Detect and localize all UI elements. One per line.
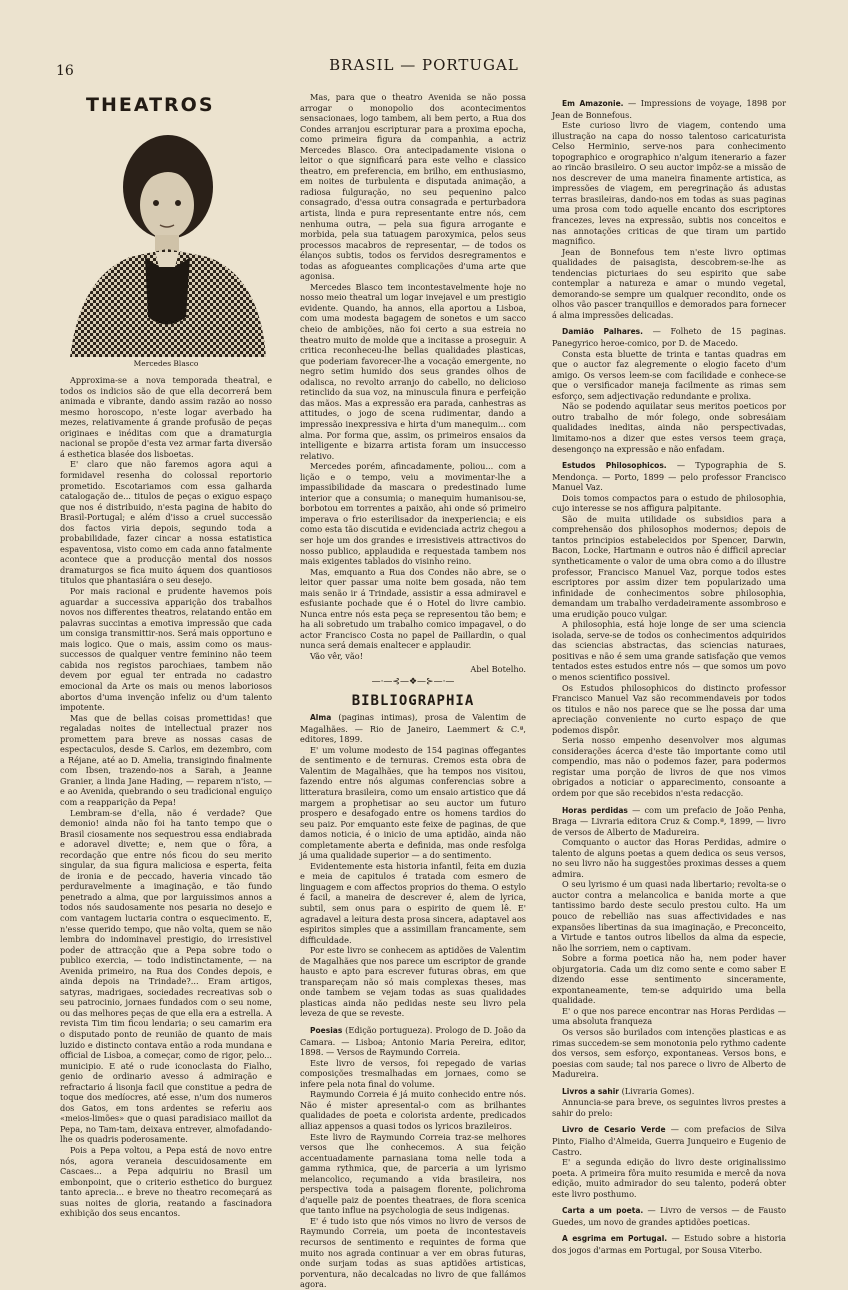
book-title: A esgrima em Portugal. (562, 1234, 668, 1244)
section-ornament: —·—⊰—❖—⊱—·— (371, 677, 455, 688)
author-signature: Abel Botelho. (470, 663, 526, 674)
book-entry (300, 712, 526, 1019)
theatros-paragraph: Lembram-se d'ella, não é verdade? Que demonio! ainda não foi ha tanto tempo que o Brasil ciosamente nos sequestrou essa endiabrada e adoravel divette; e, nem que o fôra, a recordação que entre nós ficou do seu merito singular, da sua figura maliciosa e esperta, feita de ironia e de peccado, haveria vincado tão perduravelmente a imaginação, e tão fundo penetrado a alma, que por larguissimos annos a todos nós saudosamente nos pesaria no desejo e com vantagem luctaria contra o esquecimento. E, n'esse querido tempo, que não volta, quem se não lembra do indominavel prestigio, do irresistivel poder de attracção que a Pepa sobre todo o publico exercia, — todo indistinctamente, — na Avenida primeiro, na Rua dos Condes depois, e ainda depois na Trindade?... Eram artigos, satyras, madrigaes, sociedades recreativas sob o seu patrocinio, jornaes fundados com o seu nome, ou das melhores peças de que ella era a estrella. A revista Tim tim ficou lendaria; o seu camarim era o disputado ponto de reunião de quanto de mais luzido e distincto contava então a roda mundana e official de Lisboa, a começar, como de rigor, pelo... municipio. E até o rude iconoclasta do Fialho, genio de ordinario avesso á admiração e refractario á lisonja facil que constitue a pedra de toque dos medíocres, até esse, n'um dos numeros dos Gatos, em tons ardentes se referiu aos «meios-limões» que o quasi paradisiaco maillot da Pepa, no Tam-tam, deixava entrever, almofadando-lhe os quadris poderosamente. (60, 807, 272, 1145)
portrait-caption: Mercedes Blasco (133, 358, 199, 368)
book-details: (paginas intimas), prosa de Valentim de Magalhães. — Rio de Janeiro, Laemmert & C.ª, editores, 1899. (300, 712, 526, 745)
review-paragraph: Os Estudos philosophicos do distincto professor Francisco Manuel Vaz são recommendaveis por todos os titulos e não nos parece que se lhe possa dar uma apreciação conveniente no curto espaço de que podemos dispôr. (552, 682, 786, 735)
book-title: Estudos Philosophicos. (562, 461, 667, 471)
theatros-paragraph: Mercedes porém, afincadamente, poliou... com a lição e o tempo, veiu a movimentar-lhe a impassibilidade da mascara o predestinado lume interior que a consumia; o manequim humanisou-se, borbotou em torrentes a paixão, ahi onde só primeiro imperava o frio esterilisador da inexperiencia; e eis como esta tão discutida e evidenciada actriz chegou a ser hoje um dos grandes e irresistiveis attractivos do nosso publico, applaudida e requestada tambem nos mais exigentes tablados do visinho reino. (300, 461, 526, 567)
review-paragraph: Este livro de Raymundo Correia traz-se melhores versos que lhe conhecemos. A sua feição accentuadamente parnasiana toma nelle toda a gamma rythmica, que, de parceria a um lyrismo melancolico, reçumando a vida brasileira, nos perspectiva toda a paisagem florente, polichroma d'aquelle paiz de poentes theatraes, de flora scenica que tanto influe na psychologia de seus indigenas. (300, 1131, 526, 1216)
review-paragraph: Este curioso livro de viagem, contendo uma illustração na capa do nosso talentoso caricaturista Celso Herminio, serve-nos para conhecimento topographico e orographico n'algum itenerario a fazer ao rincão brasileiro. O seu auctor impôz-se a missão de nos descrever de uma maneira finamente artistica, as impressões de viagem, em peregrinação ás adustas terras brasileiras, dando-nos em todas as suas paginas uma prosa com todo aquelle encanto dos escriptores francezes, leves na expressão, subtis nos conceitos e nas annotações criticas de que tiram um partido magnifico. (552, 120, 786, 247)
book-details: — Typographia de S. Mendonça. — Porto, 1899 — pelo professor Francisco Manuel Vaz. (552, 460, 786, 493)
review-paragraph: E' um volume modesto de 154 paginas offegantes de sentimento e de ternuras. Cremos esta obra de Valentim de Magalhães, que ha tempos nos visitou, fazendo entre nós algumas conferencias sobre a litteratura brasileira, como um ensaio artistico que dá margem a prophetisar ao seu auctor um futuro prospero e desafogado entre os homens tardios do seu paiz. Por emquanto este feixe de paginas, de que damos noticia, é o inicio de uma aptidão, ainda não completamente aberta e definida, mas onde resfolga já uma qualidade superior — a do sentimento. (300, 744, 526, 861)
page-number: 16 (56, 63, 74, 79)
theatros-paragraph: Pois a Pepa voltou, a Pepa está de novo entre nós, agora veraneia descuidosamente em Cascaes... a Pepa adquiriu no Brasil um embonpoint, que o criterio esthetico do burguez tanto aprecia... e breve no theatro recomeçará as suas noites de gloria, reatando a fascinadora exhibição dos seus encantos. (60, 1145, 272, 1219)
book-entry-heading (552, 460, 786, 493)
running-title: BRASIL — PORTUGAL (329, 56, 519, 74)
column-1 (60, 94, 272, 1219)
review-paragraph: E' é tudo isto que nós vimos no livro de versos de Raymundo Correia, um poeta de incontestaveis recursos de sentimento e requintes de forma que muito nos agrada continuar a ver em obras futuras, onde surjam todas as suas aptidões artisticas, porventura, não decalcadas no livro de que fallámos agora. (300, 1215, 526, 1290)
book-entry-heading (552, 805, 786, 838)
book-details: (Livraria Gomes). (618, 1085, 695, 1096)
book-entry-heading (300, 1025, 526, 1058)
book-entry (552, 98, 786, 320)
review-paragraph: A philosophia, está hoje longe de ser uma sciencia isolada, serve-se de todos os conhecimentos adquiridos das sciencias abstractas, das sciencias naturaes, positivas e não é sem uma grande satisfação que vemos tentados estes estudos entre nós — que somos um povo o menos scientifico possivel. (552, 619, 786, 682)
review-paragraph: Consta esta bluette de trinta e tantas quadras em que o auctor faz alegremente o elogio faceto d'um amigo. Os versos leem-se com facilidade e conhece-se que o versificador maneja facilmente as rimas sem esforço, sem adjectivação redundante e prolixa. (552, 348, 786, 401)
book-entry (552, 1086, 786, 1119)
review-paragraph: E' o que nos parece encontrar nas Horas Perdidas — uma absoluta franqueza (552, 1005, 786, 1027)
review-paragraph: Annuncia-se para breve, os seguintes livros prestes a sahir do prelo: (552, 1097, 786, 1118)
book-details: — Estudo sobre a historia dos jogos d'armas em Portugal, por Sousa Viterbo. (552, 1233, 786, 1255)
book-title: Alma (310, 713, 332, 723)
portrait-engraving (60, 117, 272, 357)
book-details: — Livro de versos — de Fausto Guedes, um novo de grandes aptidões poeticas. (552, 1205, 786, 1227)
book-title: Poesias (310, 1026, 343, 1036)
review-paragraph: Os versos são burilados com intenções plasticas e as rimas succedem-se sem monotonia pelo rythmo cadente dos versos, sem esforço, expontaneas. Versos bons, e poesias com saude; tal nos parece o livro de Alberto de Madureira. (552, 1027, 786, 1080)
review-paragraph: Raymundo Correia é já muito conhecido entre nós. Não é mister apresental-o com as brilhantes qualidades de poeta e colorista ardente, predicados alliaz appensos a quasi todos os lyricos brazileiros. (300, 1089, 526, 1131)
book-entry (552, 805, 786, 1080)
review-paragraph: O seu lyrismo é um quasi nada libertario; revolta-se o auctor contra a melancolica e banida morte a que tantissimo bardo deste seculo prestou culto. Ha um pouco de rebellião nas suas affectividades e nas expansões libertinas da sua imaginação, e Preconceito, a Virtude e tantos outros libellos da alma da especie, não lhe sorriem, nem o captivam. (552, 879, 786, 953)
book-title: Damião Palhares. (562, 327, 643, 337)
book-title: Em Amazonie. (562, 99, 624, 108)
column-2 (300, 92, 526, 1290)
book-details: — Folheto de 15 paginas. Panegyrico heroe-comico, por D. de Macedo. (552, 326, 786, 349)
book-entry-heading (300, 712, 526, 745)
review-paragraph: Por este livro se conhecem as aptidões de Valentim de Magalhães que nos parece um escriptor de grande hausto e apto para escrever futuras obras, em que transpareçam não só mais complexas theses, mas onde tambem se vejam todas as suas qualidades plasticas ainda não pedidas neste seu livro pela leveza de que se reveste. (300, 945, 526, 1019)
theatros-paragraph: Mas, para que o theatro Avenida se não possa arrogar o monopolio dos acontecimentos sensacionaes, logo tambem, ali bem perto, a Rua dos Condes arranjou escripturar para a proxima epocha, como primeira figura da companhia, a actriz Mercedes Blasco. Ora antecipadamente visiona o leitor o que significará para este velho e classico theatro, em preferencia, em brilho, em enthusiasmo, em noites de turbulenta e disputada animação, a radiosa fulguração, no seu pequenino palco consagrado, d'essa outra consagrada e perturbadora artista, linda e pura representante entre nós, cem nenhuma outra, — pela sua figura arrogante e morbida, pela sua tatuagem paroxymica, pelos seus processos macabros de representar, — de todos os élanços subtis, todos os fervidos desregramentos e todas as afogueantes complicações d'uma arte que agonisa. (300, 92, 526, 282)
book-entry (552, 326, 786, 454)
review-paragraph: E' a segunda edição do livro deste originalissimo poeta. A primeira fôra muito resumida e mercê da nova edição, muito admirador do seu talento, poderá obter este livro posthumo. (552, 1157, 786, 1199)
book-title: Livro de Cesario Verde (562, 1125, 666, 1135)
book-entry (552, 1124, 786, 1199)
bibliographia-entries-col3 (552, 98, 786, 1255)
theatros-paragraph: Mercedes Blasco tem incontestavelmente hoje no nosso meio theatral um logar invejavel e um prestigio evidente. Quando, ha annos, ella aportou a Lisboa, com uma modesta bagagem de sonetos e um sacco cheio de ambições, não foi certo a sua estreia no theatro muito de molde que a incitasse a proseguir. A critica reconheceu-lhe bellas qualidades plasticas, que poderiam favorecer-lhe a vocação emergente, no negro setim humido dos seus grandes olhos de odalisca, no revolto arranjo do cabello, no delicioso retinclido da sua voz, na minuscula finura e perfeição das mãos. Mas a expressão era parada, canhestras as attitudes, o jogo de scena rudimentar, dando a impressão inexpressiva e hirta d'um manequim... com alma. Por forma que, assim, os primeiros ensaios da intelligente e bizarra artista foram um insuccesso relativo. (300, 281, 526, 461)
book-entry-heading (552, 1205, 786, 1227)
review-paragraph: Sobre a forma poetica não ha, nem poder haver objurgatoria. Cada um diz como sente e como saber E dizendo esse sentimento sinceramente, expontaneamente, tem-se adquirido uma bella qualidade. (552, 953, 786, 1006)
book-entry (300, 1025, 526, 1290)
review-paragraph: Este livro de versos, foi repegado de varias composições tresmalhadas em jornaes, como se infere pela nota final do volume. (300, 1057, 526, 1089)
review-paragraph: Evidentemente esta historia infantil, feita em duzia e meia de capitulos é tratada com esmero de linguagem e com affectos proprios do thema. O estylo é facil, a maneira de descrever é, alem de lyrica, subtil, sem onus para o espirito de quem lê. E' agradavel a leitura desta prosa sincera, adaptavel aos espiritos simples que a assimillam francamente, sem difficuldade. (300, 860, 526, 945)
theatros-paragraph: Mas que de bellas coisas promettidas! que regaladas noites de intellectual prazer nos promettem para breve as nossas casas de espectaculos, desde S. Carlos, em dezembro, com a Réjane, até ao D. Amelia, transigindo finalmente com Ibsen, trazendo-nos a Sarah, a Jeanne Granier, a linda Jane Hading, — reparem n'isto, — e ao Avenida, quebrando o seu tradicional enguiço com a reapparição da Pepa! (60, 712, 272, 807)
theatros-paragraph: Approxima-se a nova temporada theatral, e todos os indicios são de que ella decorrerá bem animada e vibrante, dando assim razão ao nosso mesmo horoscopo, n'este logar averbado ha mezes, relativamente á grande profusão de peças originaes e inéditas com que a dramaturgia nacional se propõe d'esta vez armar farta diversão á esthetica blasée dos lisboetas. (60, 375, 272, 459)
bibliographia-entries-col2 (300, 712, 526, 1290)
book-entry-heading (552, 1086, 786, 1098)
book-title: Carta a um poeta. (562, 1206, 644, 1216)
book-entry-heading (552, 1124, 786, 1157)
review-paragraph: Dois tomos compactos para o estudo de philosophia, cujo interesse se nos affigura palpitante. (552, 492, 786, 514)
book-entry (552, 1233, 786, 1255)
book-title: Livros a sahir (562, 1086, 619, 1096)
book-entry-heading (552, 98, 786, 120)
theatros-title: THEATROS (86, 94, 215, 116)
review-paragraph: São de muita utilidade os subsidios para a comprehensão dos philosophos modernos; depois de tantos principios estabelecidos por Spencer, Darwin, Bacon, Locke, Hartmann e outros não é difficil apreciar syntheticamente o valor de uma obra como a do illustre professor, Francisco Manuel Vaz, porque todos estes escriptores por assim dizer tem popularizado uma infinidade de conhecimentos sobre philosophia, demandam um trabalho verdadeiramente assombroso e uma erudição pouco vulgar. (552, 513, 786, 619)
review-paragraph: Não se podendo aquilatar seus meritos poeticos por outro trabalho de mór folego, onde sobresáiam qualidades ineditas, ainda não perspectivadas, limitamo-nos a dizer que estes versos teem graça, desengonço na expressão e não enfadam. (552, 401, 786, 454)
column-3 (552, 92, 786, 1255)
theatros-paragraph: Por mais racional e prudente havemos pois aguardar a successiva apparição dos trabalhos novos nos differentes theatros, relatando então em palavras succintas a emotiva impressão que cada um consiga transmittir-nos. Será mais opportuno e mais logico. Que o mais, assim como os maus-successos de qualquer ventre feminino não teem cabida nos registos parochiaes, tambem não devem por egual ter entrada no cadastro emocional da Arte os mais ou menos laboriosos abortos d'uma invenção infeliz ou d'um talento impotente. (60, 586, 272, 713)
book-entry-heading (552, 326, 786, 348)
book-entry-heading (552, 1233, 786, 1255)
book-details: (Edição portugueza). Prologo de D. João da Camara. — Lisboa; Antonio Maria Pereira, editor, 1898. — Versos de Raymundo Correia. (300, 1025, 526, 1058)
bibliographia-title: BIBLIOGRAPHIA (351, 692, 475, 709)
review-paragraph: Comquanto o auctor das Horas Perdidas, admire o talento de alguns poetas a quem dedica os seus versos, no seu livro não ha suggestões proximas desses a quem admira. (552, 837, 786, 879)
theatros-paragraph: E' claro que não faremos agora aqui a formidavel resenha do colossal reportorio prometido. Escotariamos com essa galharda catalogação de... titulos de peças o exiguo espaço que nos é distribuido, n'esta pagina de habito do Brasil-Portugal; e além d'isso a cruel successão dos factos viria depois, segundo toda a probabilidade, fazer cincar a nossa estatistica espaventosa, visto como em cada anno fatalmente acontece que a producção mental dos nossos dramaturgos se fica muito áquem dos quantiosos titulos que phantasiára o seu desejo. (60, 459, 272, 586)
book-entry (552, 460, 786, 799)
theatros-closing: Vão vêr, vão! (310, 650, 363, 661)
book-details: — com um prefacio de João Penha, Braga — Livraria editora Cruz & Comp.ª, 1899, — livro de versos de Alberto de Madureira. (552, 804, 786, 837)
book-details: — Impressions de voyage, 1898 por Jean de Bonnefous. (552, 98, 786, 120)
review-paragraph: Jean de Bonnefous tem n'este livro optimas qualidades de paisagista, descobrem-se-lhe as tendencias picturiaes do seu espirito que sabe contemplar a natureza e amar o mundo vegetal, demorando-se sempre um qualquer recondito, onde os olhos vão pascer tranquillos e demorados para fornecer á alma impressões delicadas. (552, 246, 786, 320)
book-title: Horas perdidas (562, 805, 628, 815)
theatros-paragraph: Mas, emquanto a Rua dos Condes não abre, se o leitor quer passar uma noite bem gosada, não tem mais senão ir á Trindade, assistir a essa admiravel e esfusiante pochade que é o Hotel do livre cambio. Nunca entre nós esta peça se representou tão bem; e ha ali sobretudo um trabalho comico impagavel, o do actor Francisco Costa no papel de Paillardin, o qual nunca será demais enaltecer e applaudir. (300, 566, 526, 651)
book-details: — com prefacios de Silva Pinto, Fialho d'Almeida, Guerra Junqueiro e Eugenio de Castro. (552, 1124, 786, 1157)
review-paragraph: Seria nosso empenho desenvolver mos algumas considerações ácerca d'este tão importante como util compendio, mas não o podemos fazer, para podermos registar uma porção de livros de que nos vimos obrigados a noticiar o apparecimento, consoante a ordem por que são recebidos n'esta redacção. (552, 735, 786, 798)
book-entry (552, 1205, 786, 1227)
